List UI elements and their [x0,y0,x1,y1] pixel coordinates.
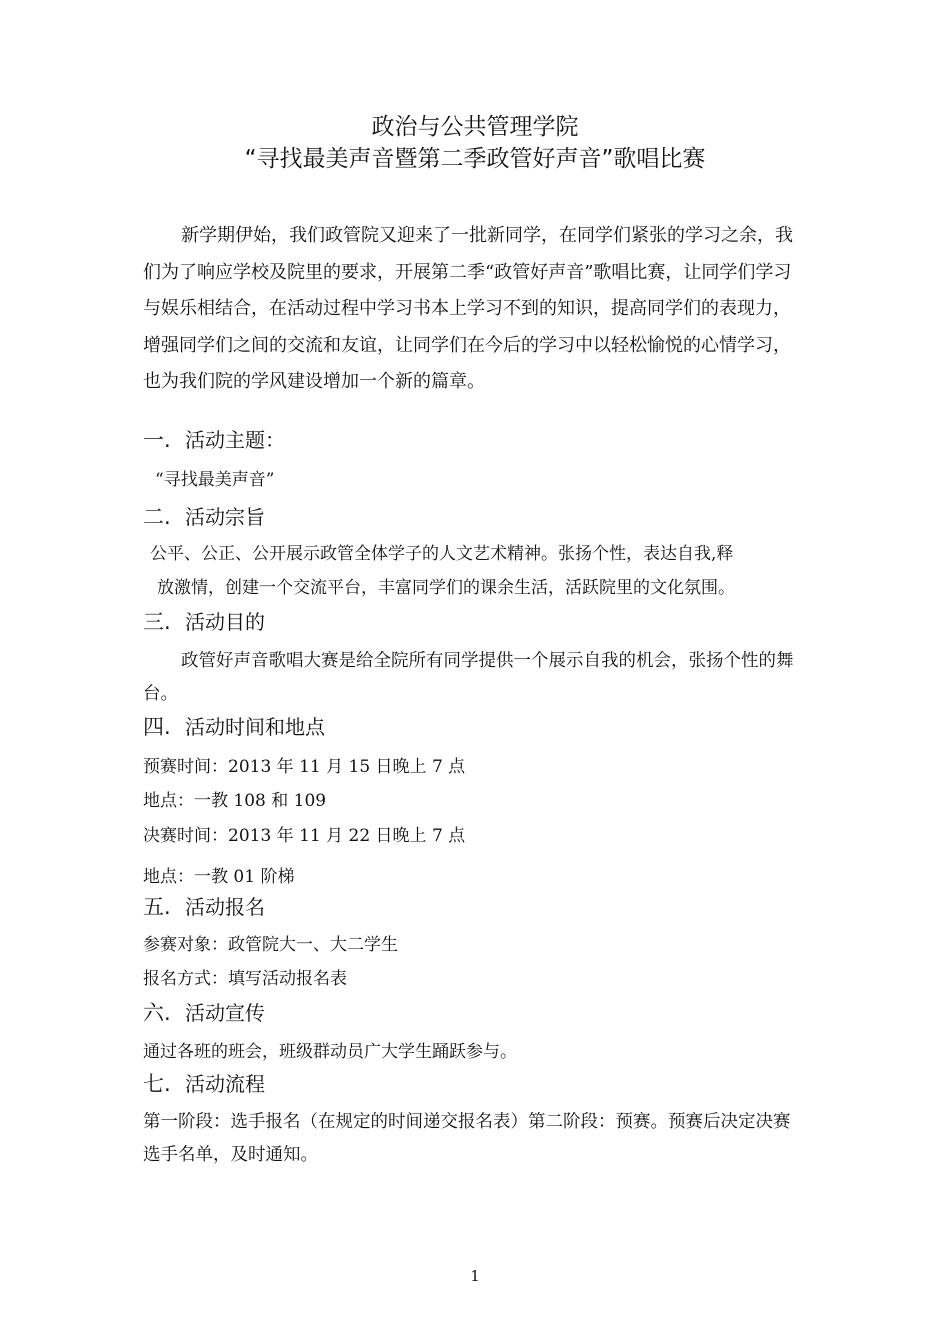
process-paragraph: 第一阶段：选手报名（在规定的时间递交报名表）第二阶段：预赛。预赛后决定决赛选手名单，及时通知。 [143,1112,791,1165]
section-number: 二. [143,505,171,529]
purpose-line-2: 放激情，创建一个交流平台，丰富同学们的课余生活，活跃院里的文化氛围。 [157,578,735,598]
intro-paragraph: 新学期伊始，我们政管院又迎来了一批新同学，在同学们紧张的学习之余，我们为了响应学校及院里的要求，开展第二季“政管好声音”歌唱比赛，让同学们学习与娱乐相结合，在活动过程中学习书本上学习不到的知识，提高同学们的表现力，增强同学们之间的交流和友谊，让同学们在今后的学习中以轻松愉悦的心情学习，也为我们院的学风建设增加一个新的篇章。 [143,225,793,392]
section-heading-4 [143,713,325,741]
section-number: 三. [143,610,171,634]
section-title: 活动时间和地点 [185,715,325,739]
section-title: 活动宣传 [185,1001,265,1025]
prelim-time: 预赛时间：2013 年 11 月 15 日晚上 7 点 [143,757,466,777]
section-title: 活动报名 [185,895,265,919]
signup-method-text: 报名方式：填写活动报名表 [143,969,347,989]
section-heading-2 [143,503,265,531]
final-place: 地点：一教 01 阶梯 [143,867,295,887]
section-heading-5 [143,893,265,921]
purpose-line-1: 公平、公正、公开展示政管全体学子的人文艺术精神。张扬个性，表达自我,释 [150,544,734,564]
prelim-place: 地点：一教 108 和 109 [143,791,327,811]
section-heading-7 [143,1070,265,1098]
section-number: 四. [143,715,171,739]
section-title: 活动目的 [185,610,265,634]
section-number: 七. [143,1072,171,1096]
document-title-line1: 政治与公共管理学院 [371,114,579,140]
theme-text: “寻找最美声音” [155,470,275,490]
section-number: 一. [143,428,171,452]
document-title-line2: “寻找最美声音暨第二季政管好声音”歌唱比赛 [244,146,706,172]
goal-paragraph: 政管好声音歌唱大赛是给全院所有同学提供一个展示自我的机会，张扬个性的舞台。 [143,651,794,704]
page-number: 1 [470,1267,480,1285]
section-title: 活动主题： [185,428,285,452]
section-heading-3 [143,608,265,636]
section-number: 六. [143,1001,171,1025]
section-heading-1 [143,426,285,454]
promotion-text: 通过各班的班会，班级群动员广大学生踊跃参与。 [143,1042,517,1062]
section-heading-6 [143,999,265,1027]
section-title: 活动宗旨 [185,505,265,529]
section-number: 五. [143,895,171,919]
section-title: 活动流程 [185,1072,265,1096]
participants-text: 参赛对象：政管院大一、大二学生 [143,935,398,955]
final-time: 决赛时间：2013 年 11 月 22 日晚上 7 点 [143,826,466,846]
